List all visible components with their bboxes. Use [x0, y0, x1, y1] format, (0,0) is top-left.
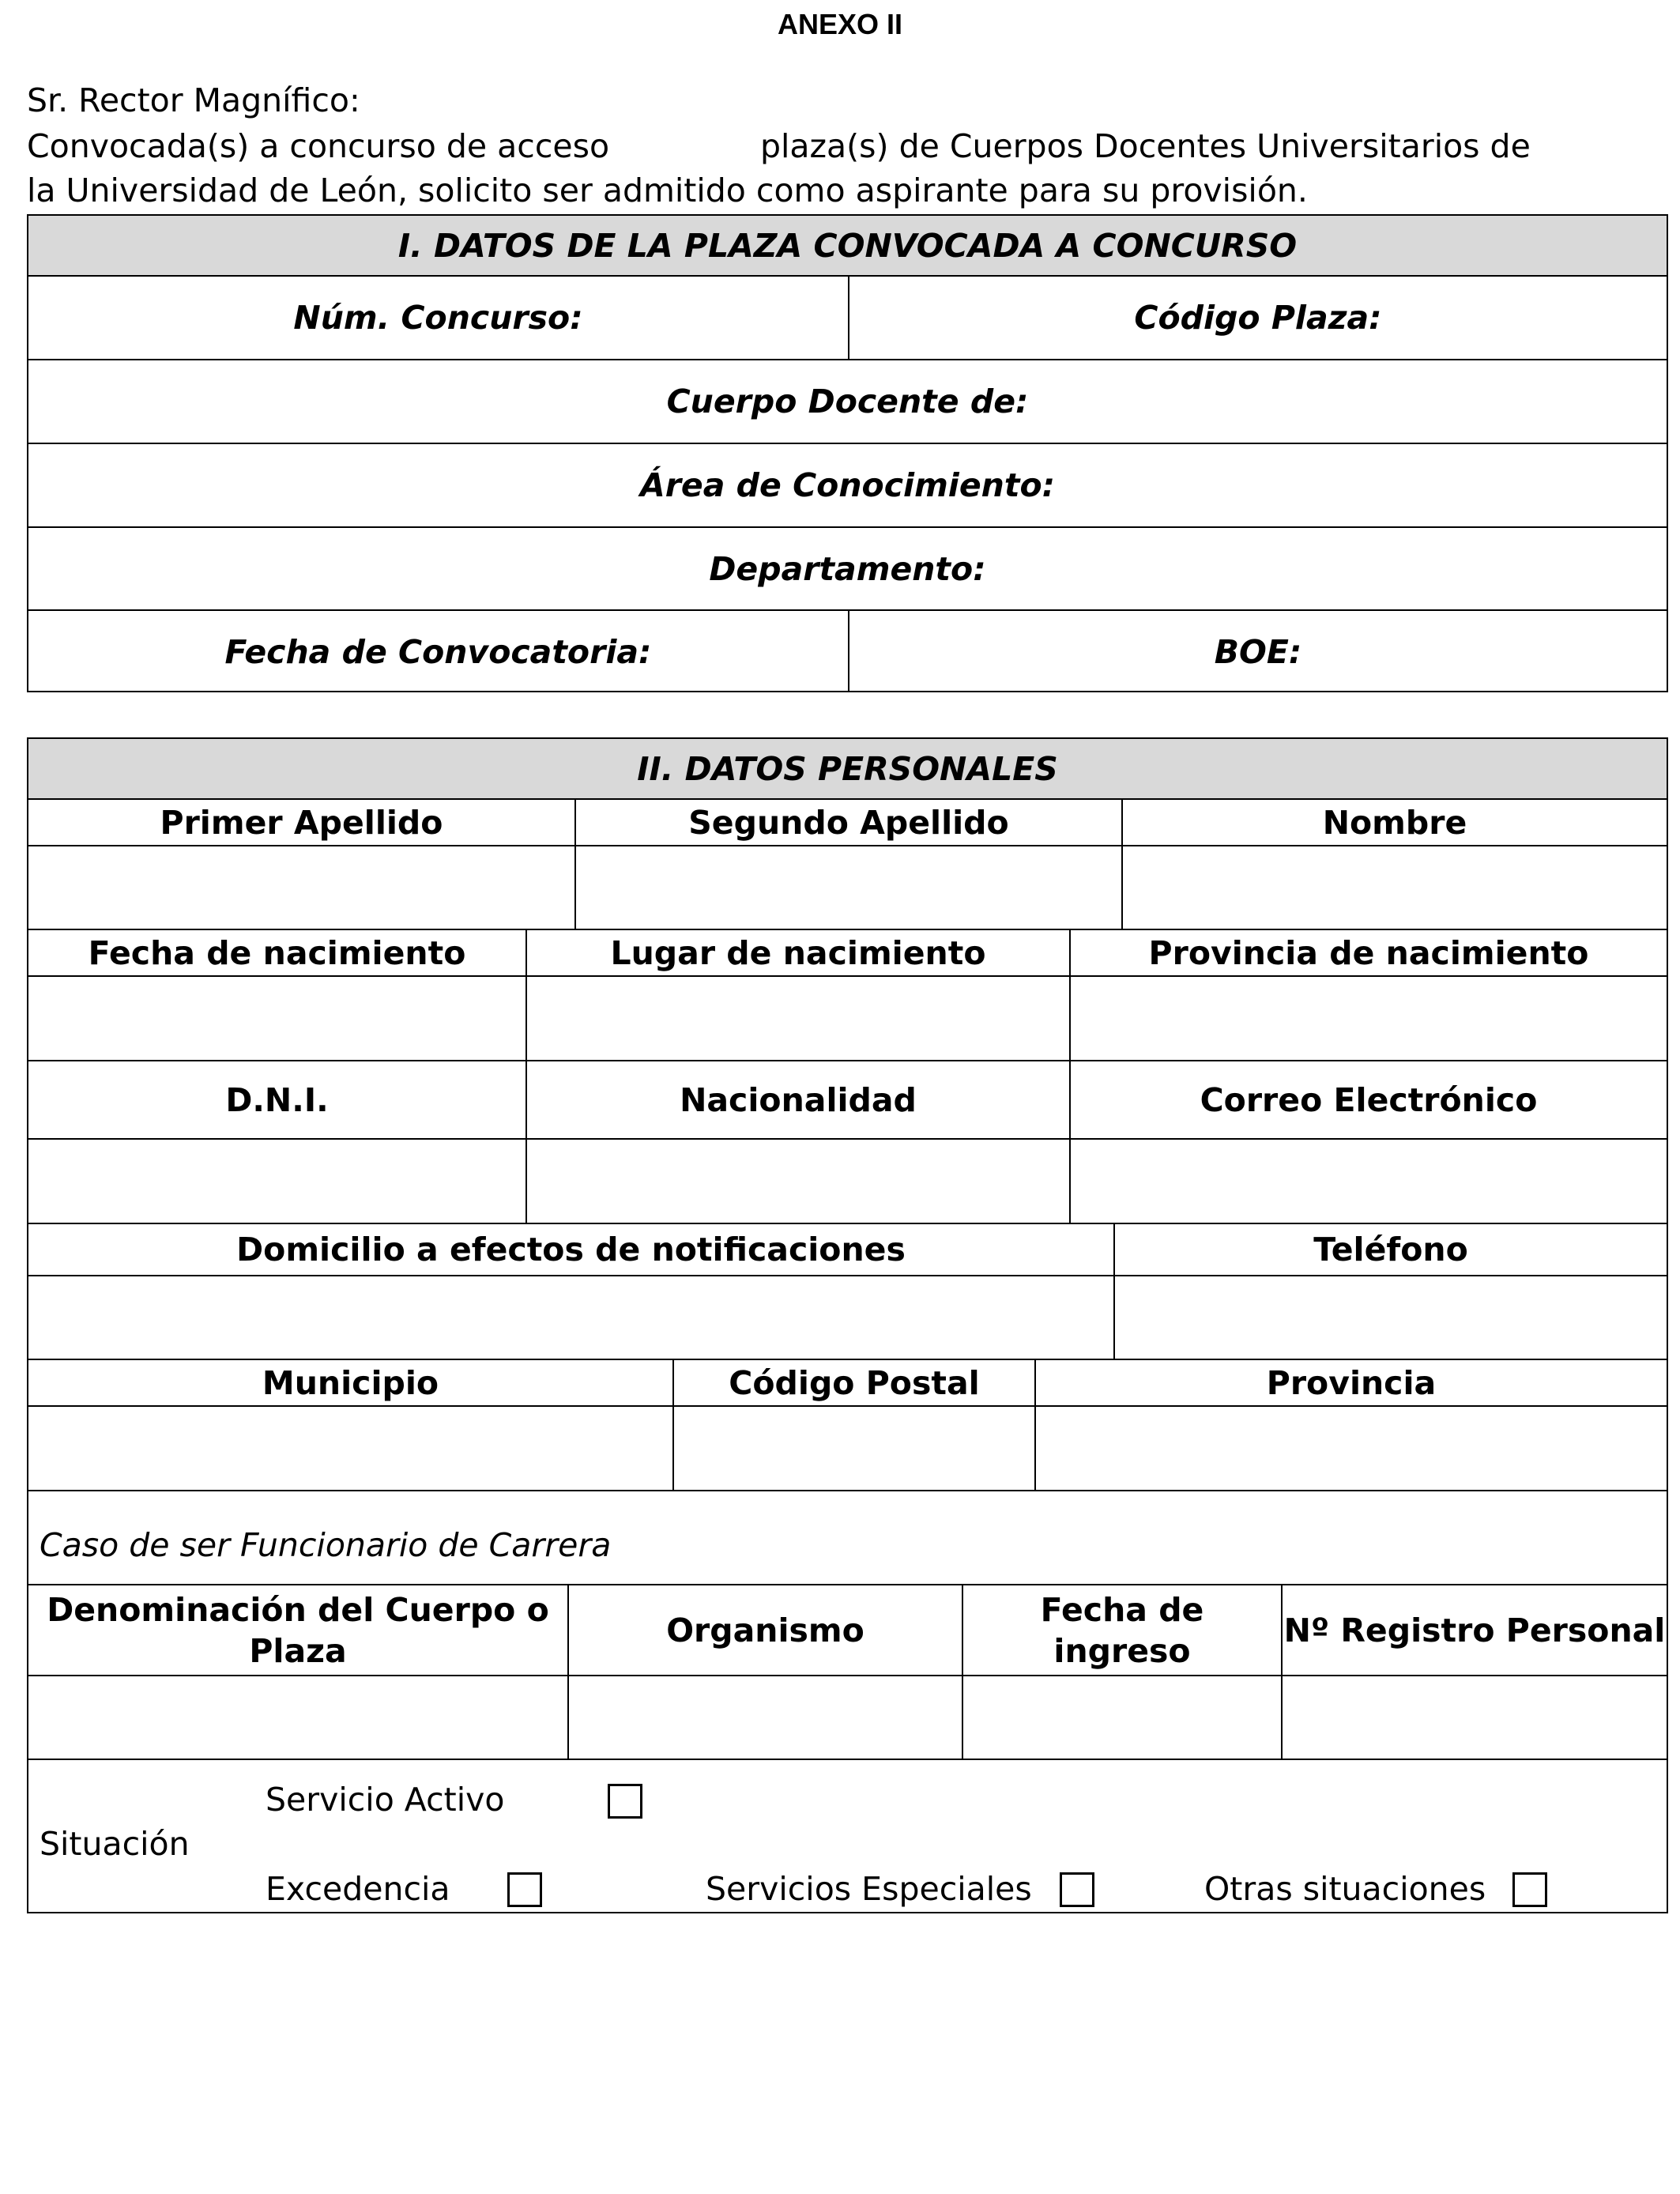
- primer-apellido-label: Primer Apellido: [160, 803, 443, 842]
- funcionario-note: Caso de ser Funcionario de Carrera: [40, 1526, 612, 1564]
- nacionalidad-label: Nacionalidad: [680, 1080, 917, 1119]
- situacion-label: Situación: [40, 1825, 190, 1863]
- section-datos-personales: [27, 737, 1668, 1913]
- otras-situaciones-label: Otras situaciones: [1204, 1870, 1486, 1908]
- domicilio-input[interactable]: [28, 1276, 1113, 1359]
- fecha-nacimiento-input[interactable]: [28, 977, 525, 1060]
- provincia-nacimiento-input[interactable]: [1071, 977, 1667, 1060]
- fecha-convocatoria-field[interactable]: Fecha de Convocatoria:: [224, 632, 652, 671]
- annex-title: ANEXO II: [777, 8, 903, 40]
- lugar-nacimiento-label: Lugar de nacimiento: [610, 933, 986, 972]
- telefono-input[interactable]: [1115, 1276, 1667, 1359]
- registro-personal-label: Nº Registro Personal: [1283, 1611, 1666, 1649]
- servicios-especiales-checkbox[interactable]: [1060, 1872, 1094, 1907]
- correo-input[interactable]: [1071, 1140, 1667, 1223]
- excedencia-checkbox[interactable]: [507, 1872, 542, 1907]
- primer-apellido-input[interactable]: [28, 846, 574, 929]
- domicilio-label: Domicilio a efectos de notificaciones: [236, 1231, 906, 1269]
- lugar-nacimiento-input[interactable]: [527, 977, 1069, 1060]
- servicio-activo-checkbox[interactable]: [608, 1784, 642, 1819]
- intro-line-1b: plaza(s) de Cuerpos Docentes Universitarios de: [760, 127, 1531, 165]
- provincia-input[interactable]: [1036, 1407, 1667, 1490]
- section-plaza-convocada: [27, 214, 1668, 692]
- dni-label: D.N.I.: [225, 1080, 329, 1119]
- municipio-input[interactable]: [28, 1407, 672, 1490]
- otras-situaciones-checkbox[interactable]: [1512, 1872, 1547, 1907]
- section-2-title: II. DATOS PERSONALES: [637, 749, 1058, 788]
- denominacion-label: Denominación del Cuerpo o Plaza: [47, 1590, 549, 1670]
- telefono-label: Teléfono: [1313, 1231, 1468, 1269]
- excedencia-label: Excedencia: [266, 1870, 450, 1908]
- codigo-postal-label: Código Postal: [729, 1363, 980, 1402]
- denominacion-input[interactable]: [28, 1676, 567, 1759]
- servicios-especiales-label: Servicios Especiales: [706, 1870, 1032, 1908]
- nombre-input[interactable]: [1123, 846, 1667, 929]
- provincia-label: Provincia: [1266, 1363, 1437, 1402]
- intro-line-2: la Universidad de León, solicito ser admitido como aspirante para su provisión.: [27, 172, 1308, 209]
- num-concurso-field[interactable]: Núm. Concurso:: [293, 299, 583, 337]
- municipio-label: Municipio: [262, 1363, 439, 1402]
- fecha-ingreso-input[interactable]: [963, 1676, 1281, 1759]
- area-conocimiento-field[interactable]: Área de Conocimiento:: [639, 466, 1056, 504]
- segundo-apellido-input[interactable]: [576, 846, 1121, 929]
- registro-personal-input[interactable]: [1283, 1676, 1667, 1759]
- departamento-field[interactable]: Departamento:: [709, 549, 986, 588]
- section-1-title: I. DATOS DE LA PLAZA CONVOCADA A CONCURSO: [397, 226, 1298, 265]
- fecha-ingreso-label: Fecha de ingreso: [1040, 1590, 1204, 1670]
- salutation: Sr. Rector Magnífico:: [27, 81, 360, 119]
- servicio-activo-label: Servicio Activo: [266, 1781, 505, 1819]
- dni-input[interactable]: [28, 1140, 525, 1223]
- nombre-label: Nombre: [1322, 803, 1467, 842]
- correo-label: Correo Electrónico: [1200, 1080, 1538, 1119]
- codigo-plaza-field[interactable]: Código Plaza:: [1134, 299, 1382, 337]
- boe-field[interactable]: BOE:: [1214, 632, 1302, 671]
- organismo-label: Organismo: [666, 1611, 864, 1649]
- organismo-input[interactable]: [569, 1676, 962, 1759]
- cuerpo-docente-field[interactable]: Cuerpo Docente de:: [666, 383, 1029, 420]
- segundo-apellido-label: Segundo Apellido: [688, 803, 1009, 842]
- intro-line-1a: Convocada(s) a concurso de acceso: [27, 127, 610, 165]
- fecha-nacimiento-label: Fecha de nacimiento: [88, 933, 466, 972]
- provincia-nacimiento-label: Provincia de nacimiento: [1148, 933, 1589, 972]
- nacionalidad-input[interactable]: [527, 1140, 1069, 1223]
- codigo-postal-input[interactable]: [674, 1407, 1034, 1490]
